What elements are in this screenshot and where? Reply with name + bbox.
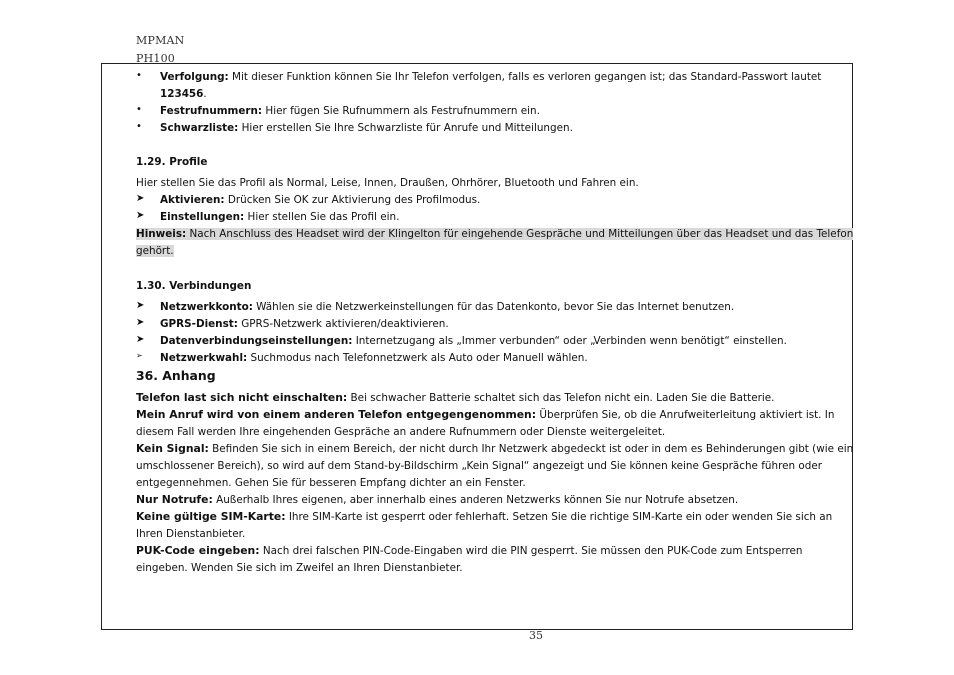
entry-label: PUK-Code eingeben: <box>136 544 260 557</box>
item-label: Festrufnummern: <box>160 105 263 117</box>
item-text: Internetzugang als „Immer verbunden“ oder „Verbinden wenn benötigt“ einstellen. <box>352 335 787 347</box>
item-text: Hier erstellen Sie Ihre Schwarzliste für Anrufe und Mitteilungen. <box>238 122 573 134</box>
note-label: Hinweis: <box>136 228 187 240</box>
note-text-cont: gehört. <box>136 245 174 257</box>
page-number: 35 <box>529 629 543 642</box>
profile-item-settings <box>160 210 399 224</box>
entry-label: Nur Notrufe: <box>136 493 213 506</box>
section-number: 36. <box>136 368 158 383</box>
item-label: Einstellungen: <box>160 211 245 223</box>
item-text: Wählen sie die Netzwerkeinstellungen für das Datenkonto, bevor Sie das Internet benutzen. <box>252 301 735 313</box>
section-title-profiles: 1.29. Profile <box>136 156 208 168</box>
note-line <box>136 227 853 241</box>
appendix-entry <box>136 493 738 507</box>
item-text: Hier fügen Sie Rufnummern als Festrufnummern ein. <box>262 105 540 117</box>
section-name: Anhang <box>162 368 216 383</box>
item-text: Suchmodus nach Telefonnetzwerk als Auto oder Manuell wählen. <box>247 352 588 364</box>
entry-label: Mein Anruf wird von einem anderen Telefon entgegengenommen: <box>136 408 537 421</box>
bullet-item-tracking <box>160 70 821 84</box>
item-label: Aktivieren: <box>160 194 225 206</box>
note-text: Nach Anschluss des Headset wird der Klingelton für eingehende Gespräche und Mitteilungen über das Headset und das Telefon <box>186 228 854 240</box>
note-line-cont <box>136 244 174 258</box>
appendix-entry-cont: eingeben. Wenden Sie sich im Zweifel an Ihren Dienstanbieter. <box>136 562 463 574</box>
item-text: Drücken Sie OK zur Aktivierung des Profilmodus. <box>224 194 481 206</box>
appendix-entry <box>136 544 803 558</box>
connection-item-network-select <box>160 351 588 365</box>
bullet-dot-icon: • <box>136 121 142 132</box>
arrow-bullet-icon: ➤ <box>136 334 145 345</box>
arrow-bullet-icon: ➢ <box>136 351 143 360</box>
item-label: Datenverbindungseinstellungen: <box>160 335 353 347</box>
connection-item-gprs <box>160 317 449 331</box>
bullet-item-blacklist <box>160 121 573 135</box>
item-label: Schwarzliste: <box>160 122 239 134</box>
appendix-entry-cont: umschlossener Bereich), so wird auf dem Stand-by-Bildschirm „Kein Signal“ angezeigt und Sie können keine Gespräche führen oder <box>136 460 823 472</box>
arrow-bullet-icon: ➤ <box>136 317 145 328</box>
item-label: Netzwerkwahl: <box>160 352 248 364</box>
entry-label: Keine gültige SIM-Karte: <box>136 510 286 523</box>
default-password: 123456 <box>160 88 204 100</box>
section-title-appendix <box>136 369 216 383</box>
arrow-bullet-icon: ➤ <box>136 210 145 221</box>
appendix-entry-cont: Ihren Dienstanbieter. <box>136 528 246 540</box>
entry-label: Kein Signal: <box>136 442 209 455</box>
appendix-entry <box>136 391 774 405</box>
item-text: Mit dieser Funktion können Sie Ihr Telefon verfolgen, falls es verloren gegangen ist; das Standard-Passwort lautet <box>228 71 822 83</box>
item-text: . <box>203 88 207 100</box>
appendix-entry <box>136 510 832 524</box>
entry-text: Ihre SIM-Karte ist gesperrt oder fehlerhaft. Setzen Sie die richtige SIM-Karte ein oder wenden Sie sich an <box>285 511 833 523</box>
item-label: GPRS-Dienst: <box>160 318 238 330</box>
header-model-brand: MPMAN <box>136 34 185 47</box>
item-label: Netzwerkkonto: <box>160 301 253 313</box>
entry-text: Außerhalb Ihres eigenen, aber innerhalb eines anderen Netzwerks können Sie nur Notrufe absetzen. <box>212 494 739 506</box>
section-title-connections: 1.30. Verbindungen <box>136 280 252 292</box>
entry-text: Überprüfen Sie, ob die Anrufweiterleitung aktiviert ist. In <box>536 409 835 421</box>
section-intro-profiles: Hier stellen Sie das Profil als Normal, Leise, Innen, Draußen, Ohrhörer, Bluetooth und Fahren ein. <box>136 177 639 189</box>
appendix-entry <box>136 442 853 456</box>
entry-text: Befinden Sie sich in einem Bereich, der nicht durch Ihr Netzwerk abgedeckt ist oder in dem es Behinderungen gibt (wie ein <box>208 443 854 455</box>
appendix-entry <box>136 408 834 422</box>
bullet-dot-icon: • <box>136 104 142 115</box>
entry-label: Telefon last sich nicht einschalten: <box>136 391 348 404</box>
arrow-bullet-icon: ➤ <box>136 300 145 311</box>
appendix-entry-cont: diesem Fall werden Ihre eingehenden Gespräche an andere Rufnummern oder Dienste weitergeleitet. <box>136 426 666 438</box>
header-model-name: PH100 <box>136 52 175 65</box>
appendix-entry-cont: entgegennehmen. Gehen Sie für besseren Empfang dichter an ein Fenster. <box>136 477 526 489</box>
bullet-item-tracking-cont <box>160 87 207 101</box>
connection-item-network-account <box>160 300 734 314</box>
bullet-dot-icon: • <box>136 70 142 81</box>
item-label: Verfolgung: <box>160 71 229 83</box>
entry-text: Bei schwacher Batterie schaltet sich das Telefon nicht ein. Laden Sie die Batterie. <box>347 392 775 404</box>
item-text: Hier stellen Sie das Profil ein. <box>244 211 400 223</box>
connection-item-data-settings <box>160 334 787 348</box>
bullet-item-fixed-numbers <box>160 104 540 118</box>
arrow-bullet-icon: ➤ <box>136 193 145 204</box>
item-text: GPRS-Netzwerk aktivieren/deaktivieren. <box>237 318 449 330</box>
profile-item-activate <box>160 193 480 207</box>
entry-text: Nach drei falschen PIN-Code-Eingaben wird die PIN gesperrt. Sie müssen den PUK-Code zum Entsperren <box>259 545 803 557</box>
